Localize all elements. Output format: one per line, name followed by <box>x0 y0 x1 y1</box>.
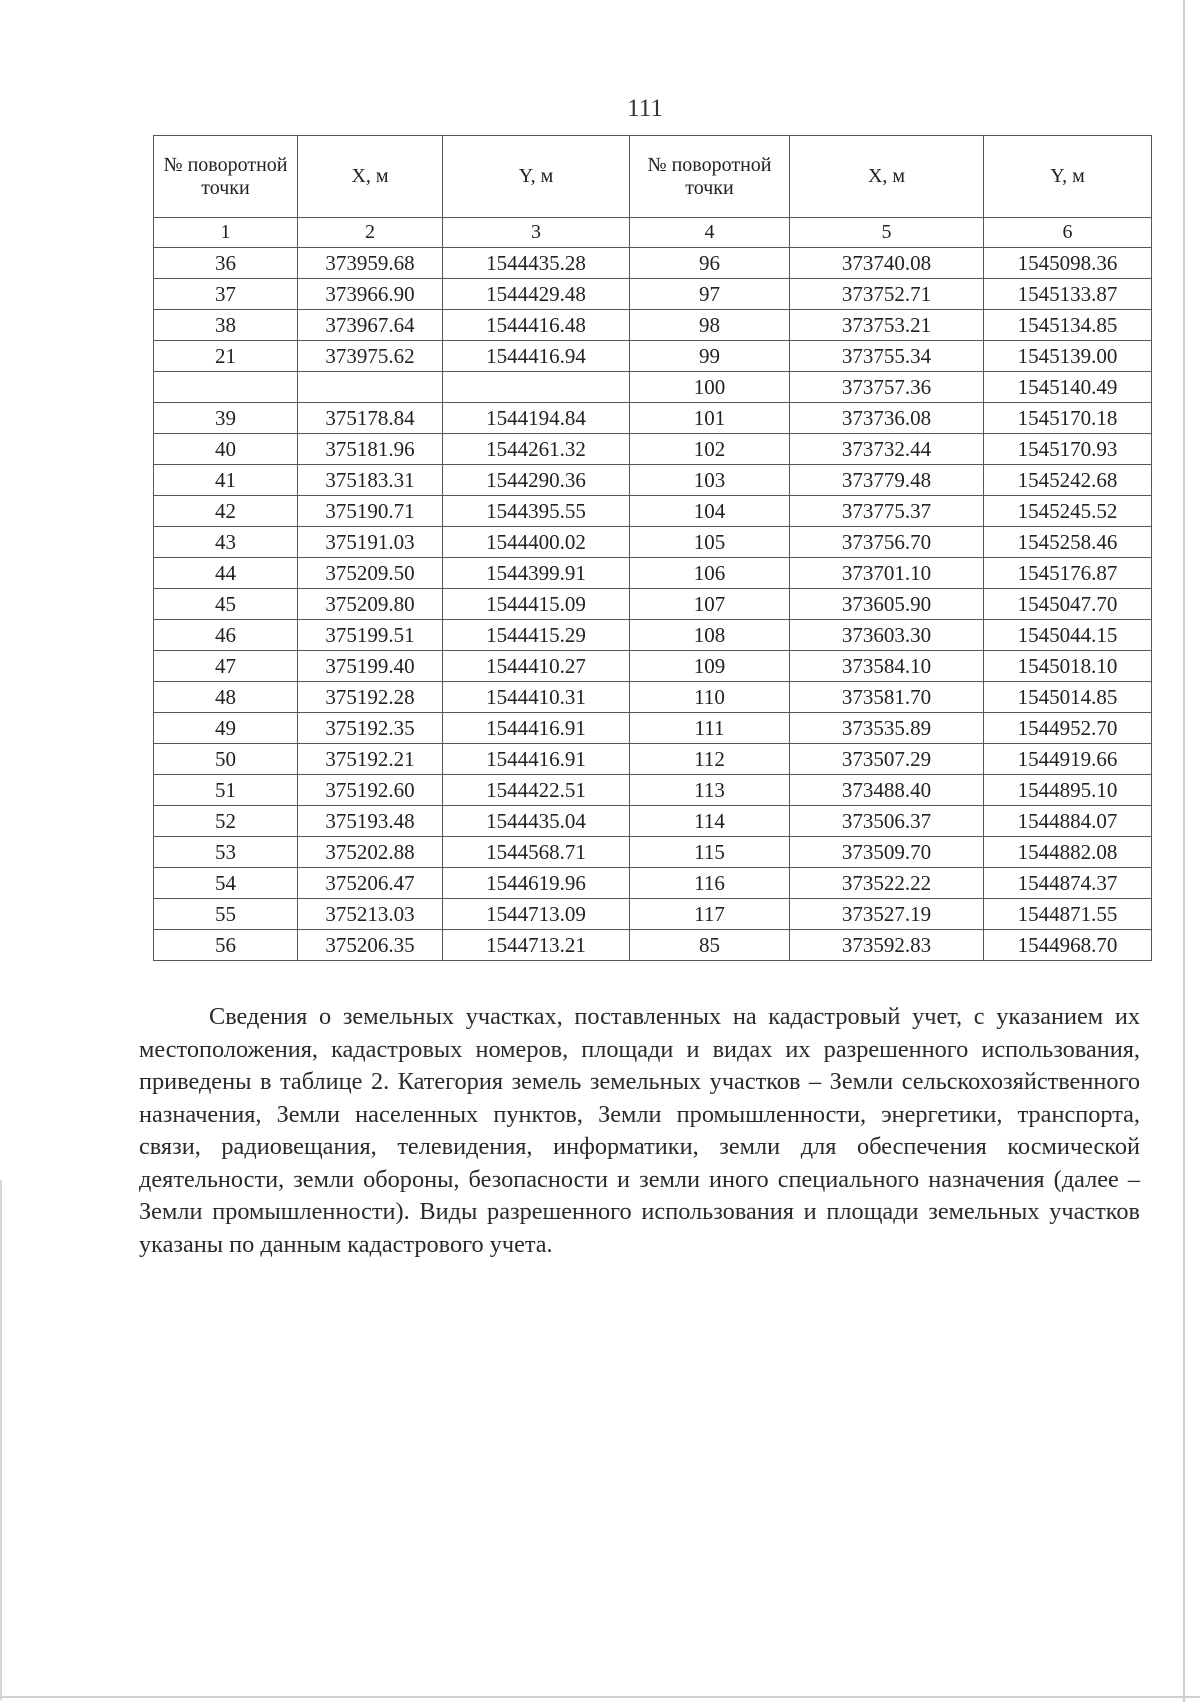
table-row <box>154 465 1152 496</box>
cell-x-left: 375192.21 <box>298 744 443 775</box>
cell-point-number-right: 111 <box>630 713 790 744</box>
cell-y-left: 1544415.09 <box>443 589 630 620</box>
header-point-number-left: № поворотной точки <box>154 136 298 218</box>
cell-y-right: 1545044.15 <box>984 620 1152 651</box>
cell-point-number-right: 99 <box>630 341 790 372</box>
table-row <box>154 899 1152 930</box>
cell-x-left: 375190.71 <box>298 496 443 527</box>
cell-y-left: 1544410.31 <box>443 682 630 713</box>
cell-x-right: 373752.71 <box>790 279 984 310</box>
table-header-row <box>154 136 1152 218</box>
cell-x-right: 373757.36 <box>790 372 984 403</box>
cell-x-left: 375183.31 <box>298 465 443 496</box>
table-row <box>154 589 1152 620</box>
table-row <box>154 837 1152 868</box>
column-number: 1 <box>154 218 298 248</box>
cell-y-right: 1545176.87 <box>984 558 1152 589</box>
cell-point-number-left: 54 <box>154 868 298 899</box>
page-edge-bottom <box>0 1696 1200 1698</box>
cell-point-number-right: 109 <box>630 651 790 682</box>
cell-x-left: 375181.96 <box>298 434 443 465</box>
cell-y-left: 1544568.71 <box>443 837 630 868</box>
cell-x-left: 375192.35 <box>298 713 443 744</box>
body-paragraph: Сведения о земельных участках, поставленных на кадастровый учет, с указанием их местоположения, кадастровых номеров, площади и видах их разрешенного использования, приведены в таблице 2. Категория земель земельных участков – Земли сельскохозяйственного назначения, Земли населенных пунктов, Земли промышленности, энергетики, транспорта, связи, радиовещания, телевидения, информатики, земли для обеспечения космической деятельности, земли обороны, безопасности и земли иного специального назначения (далее – Земли промышленности). Виды разрешенного использования и площади земельных участков указаны по данным кадастрового учета. <box>139 1003 1140 1258</box>
cell-x-left: 375178.84 <box>298 403 443 434</box>
cell-point-number-right: 97 <box>630 279 790 310</box>
cell-x-right: 373779.48 <box>790 465 984 496</box>
cell-y-left: 1544416.48 <box>443 310 630 341</box>
cell-y-right: 1545098.36 <box>984 248 1152 279</box>
cell-x-left: 373967.64 <box>298 310 443 341</box>
cell-y-left: 1544422.51 <box>443 775 630 806</box>
cell-point-number-left: 56 <box>154 930 298 961</box>
cell-y-left: 1544194.84 <box>443 403 630 434</box>
coordinates-table <box>153 135 1152 961</box>
cell-x-right: 373522.22 <box>790 868 984 899</box>
table-row <box>154 868 1152 899</box>
cell-point-number-left: 21 <box>154 341 298 372</box>
table-row <box>154 310 1152 341</box>
cell-y-right: 1544895.10 <box>984 775 1152 806</box>
column-number: 2 <box>298 218 443 248</box>
cell-y-left: 1544400.02 <box>443 527 630 558</box>
cell-point-number-right: 103 <box>630 465 790 496</box>
cell-x-right: 373603.30 <box>790 620 984 651</box>
cell-point-number-left: 41 <box>154 465 298 496</box>
cell-x-right: 373736.08 <box>790 403 984 434</box>
cell-y-left: 1544435.04 <box>443 806 630 837</box>
cell-point-number-left: 36 <box>154 248 298 279</box>
cell-x-left: 375202.88 <box>298 837 443 868</box>
cell-x-right: 373527.19 <box>790 899 984 930</box>
cell-x-right: 373592.83 <box>790 930 984 961</box>
cell-point-number-left: 45 <box>154 589 298 620</box>
cell-point-number-right: 107 <box>630 589 790 620</box>
table-row <box>154 651 1152 682</box>
cell-point-number-right: 112 <box>630 744 790 775</box>
cell-point-number-left: 38 <box>154 310 298 341</box>
header-y-left: Y, м <box>443 136 630 218</box>
cell-x-right: 373535.89 <box>790 713 984 744</box>
cell-y-right: 1544874.37 <box>984 868 1152 899</box>
cell-point-number-left: 47 <box>154 651 298 682</box>
page-edge-right <box>1183 0 1185 1702</box>
table-row <box>154 279 1152 310</box>
cell-x-right: 373581.70 <box>790 682 984 713</box>
table-row <box>154 372 1152 403</box>
page-number: 111 <box>627 95 663 122</box>
cell-x-right: 373509.70 <box>790 837 984 868</box>
cell-point-number-left: 44 <box>154 558 298 589</box>
cell-x-left: 375213.03 <box>298 899 443 930</box>
table-row <box>154 341 1152 372</box>
cell-point-number-right: 108 <box>630 620 790 651</box>
cell-x-left: 375206.35 <box>298 930 443 961</box>
cell-y-right: 1544882.08 <box>984 837 1152 868</box>
cell-point-number-left: 37 <box>154 279 298 310</box>
table-row <box>154 744 1152 775</box>
cell-point-number-left <box>154 372 298 403</box>
cell-y-left: 1544416.94 <box>443 341 630 372</box>
cell-y-right: 1545258.46 <box>984 527 1152 558</box>
cell-y-right: 1545014.85 <box>984 682 1152 713</box>
cell-x-right: 373753.21 <box>790 310 984 341</box>
cell-y-right: 1545170.93 <box>984 434 1152 465</box>
cell-point-number-right: 115 <box>630 837 790 868</box>
cell-y-right: 1545140.49 <box>984 372 1152 403</box>
cell-x-right: 373506.37 <box>790 806 984 837</box>
cell-point-number-left: 39 <box>154 403 298 434</box>
cell-point-number-right: 105 <box>630 527 790 558</box>
cell-y-left: 1544435.28 <box>443 248 630 279</box>
table-row <box>154 620 1152 651</box>
cell-x-right: 373488.40 <box>790 775 984 806</box>
cell-y-left: 1544410.27 <box>443 651 630 682</box>
page-edge-left <box>0 1180 2 1700</box>
cell-y-right: 1545242.68 <box>984 465 1152 496</box>
cell-x-right: 373732.44 <box>790 434 984 465</box>
cell-x-left: 375209.80 <box>298 589 443 620</box>
cell-x-right: 373605.90 <box>790 589 984 620</box>
table-row <box>154 713 1152 744</box>
cell-y-right: 1545047.70 <box>984 589 1152 620</box>
cell-x-right: 373740.08 <box>790 248 984 279</box>
cell-point-number-left: 43 <box>154 527 298 558</box>
cell-y-left: 1544619.96 <box>443 868 630 899</box>
cell-y-left: 1544290.36 <box>443 465 630 496</box>
cell-y-right: 1545133.87 <box>984 279 1152 310</box>
cell-y-left: 1544416.91 <box>443 713 630 744</box>
cell-x-left: 375192.60 <box>298 775 443 806</box>
cell-x-left: 375193.48 <box>298 806 443 837</box>
table-row <box>154 248 1152 279</box>
cell-point-number-left: 53 <box>154 837 298 868</box>
cell-y-right: 1545134.85 <box>984 310 1152 341</box>
cell-x-left: 375199.51 <box>298 620 443 651</box>
cell-x-right: 373584.10 <box>790 651 984 682</box>
cell-point-number-right: 98 <box>630 310 790 341</box>
header-y-right: Y, м <box>984 136 1152 218</box>
cell-x-right: 373701.10 <box>790 558 984 589</box>
cell-y-right: 1545245.52 <box>984 496 1152 527</box>
cell-point-number-left: 50 <box>154 744 298 775</box>
cell-y-left: 1544429.48 <box>443 279 630 310</box>
table-row <box>154 775 1152 806</box>
column-number: 4 <box>630 218 790 248</box>
cell-x-left <box>298 372 443 403</box>
cell-x-left: 375199.40 <box>298 651 443 682</box>
cell-y-right: 1544871.55 <box>984 899 1152 930</box>
cell-x-left: 373966.90 <box>298 279 443 310</box>
cell-point-number-left: 51 <box>154 775 298 806</box>
cell-y-left: 1544261.32 <box>443 434 630 465</box>
cell-x-left: 373959.68 <box>298 248 443 279</box>
table-row <box>154 527 1152 558</box>
header-x-left: X, м <box>298 136 443 218</box>
cell-y-left: 1544713.09 <box>443 899 630 930</box>
cell-x-left: 375209.50 <box>298 558 443 589</box>
cell-point-number-right: 113 <box>630 775 790 806</box>
cell-y-right: 1544952.70 <box>984 713 1152 744</box>
table-row <box>154 930 1152 961</box>
cell-point-number-left: 40 <box>154 434 298 465</box>
cell-point-number-left: 42 <box>154 496 298 527</box>
cell-point-number-left: 46 <box>154 620 298 651</box>
column-number-row <box>154 218 1152 248</box>
column-number: 6 <box>984 218 1152 248</box>
header-point-number-right: № поворотной точки <box>630 136 790 218</box>
cell-point-number-right: 100 <box>630 372 790 403</box>
cell-point-number-left: 55 <box>154 899 298 930</box>
cell-y-left: 1544713.21 <box>443 930 630 961</box>
cell-x-right: 373756.70 <box>790 527 984 558</box>
header-x-right: X, м <box>790 136 984 218</box>
cell-y-left: 1544399.91 <box>443 558 630 589</box>
cell-point-number-right: 96 <box>630 248 790 279</box>
cell-y-left: 1544415.29 <box>443 620 630 651</box>
cell-point-number-right: 114 <box>630 806 790 837</box>
cell-x-right: 373507.29 <box>790 744 984 775</box>
table-row <box>154 496 1152 527</box>
cell-x-left: 373975.62 <box>298 341 443 372</box>
cell-y-right: 1545018.10 <box>984 651 1152 682</box>
cell-point-number-right: 110 <box>630 682 790 713</box>
cell-point-number-right: 85 <box>630 930 790 961</box>
cell-point-number-right: 116 <box>630 868 790 899</box>
table-row <box>154 806 1152 837</box>
column-number: 5 <box>790 218 984 248</box>
cell-point-number-left: 49 <box>154 713 298 744</box>
table-row <box>154 682 1152 713</box>
cell-y-left: 1544416.91 <box>443 744 630 775</box>
cell-point-number-right: 117 <box>630 899 790 930</box>
cell-x-right: 373775.37 <box>790 496 984 527</box>
cell-x-left: 375206.47 <box>298 868 443 899</box>
column-number: 3 <box>443 218 630 248</box>
cell-y-right: 1544968.70 <box>984 930 1152 961</box>
table-row <box>154 558 1152 589</box>
cell-y-right: 1544884.07 <box>984 806 1152 837</box>
cell-x-right: 373755.34 <box>790 341 984 372</box>
cell-y-right: 1545170.18 <box>984 403 1152 434</box>
cell-point-number-right: 104 <box>630 496 790 527</box>
cell-point-number-right: 106 <box>630 558 790 589</box>
cell-point-number-right: 101 <box>630 403 790 434</box>
cell-point-number-right: 102 <box>630 434 790 465</box>
table-row <box>154 434 1152 465</box>
table-row <box>154 403 1152 434</box>
cell-x-left: 375191.03 <box>298 527 443 558</box>
cell-y-right: 1544919.66 <box>984 744 1152 775</box>
cell-x-left: 375192.28 <box>298 682 443 713</box>
cell-y-left <box>443 372 630 403</box>
cell-point-number-left: 52 <box>154 806 298 837</box>
cell-y-right: 1545139.00 <box>984 341 1152 372</box>
cell-y-left: 1544395.55 <box>443 496 630 527</box>
cell-point-number-left: 48 <box>154 682 298 713</box>
